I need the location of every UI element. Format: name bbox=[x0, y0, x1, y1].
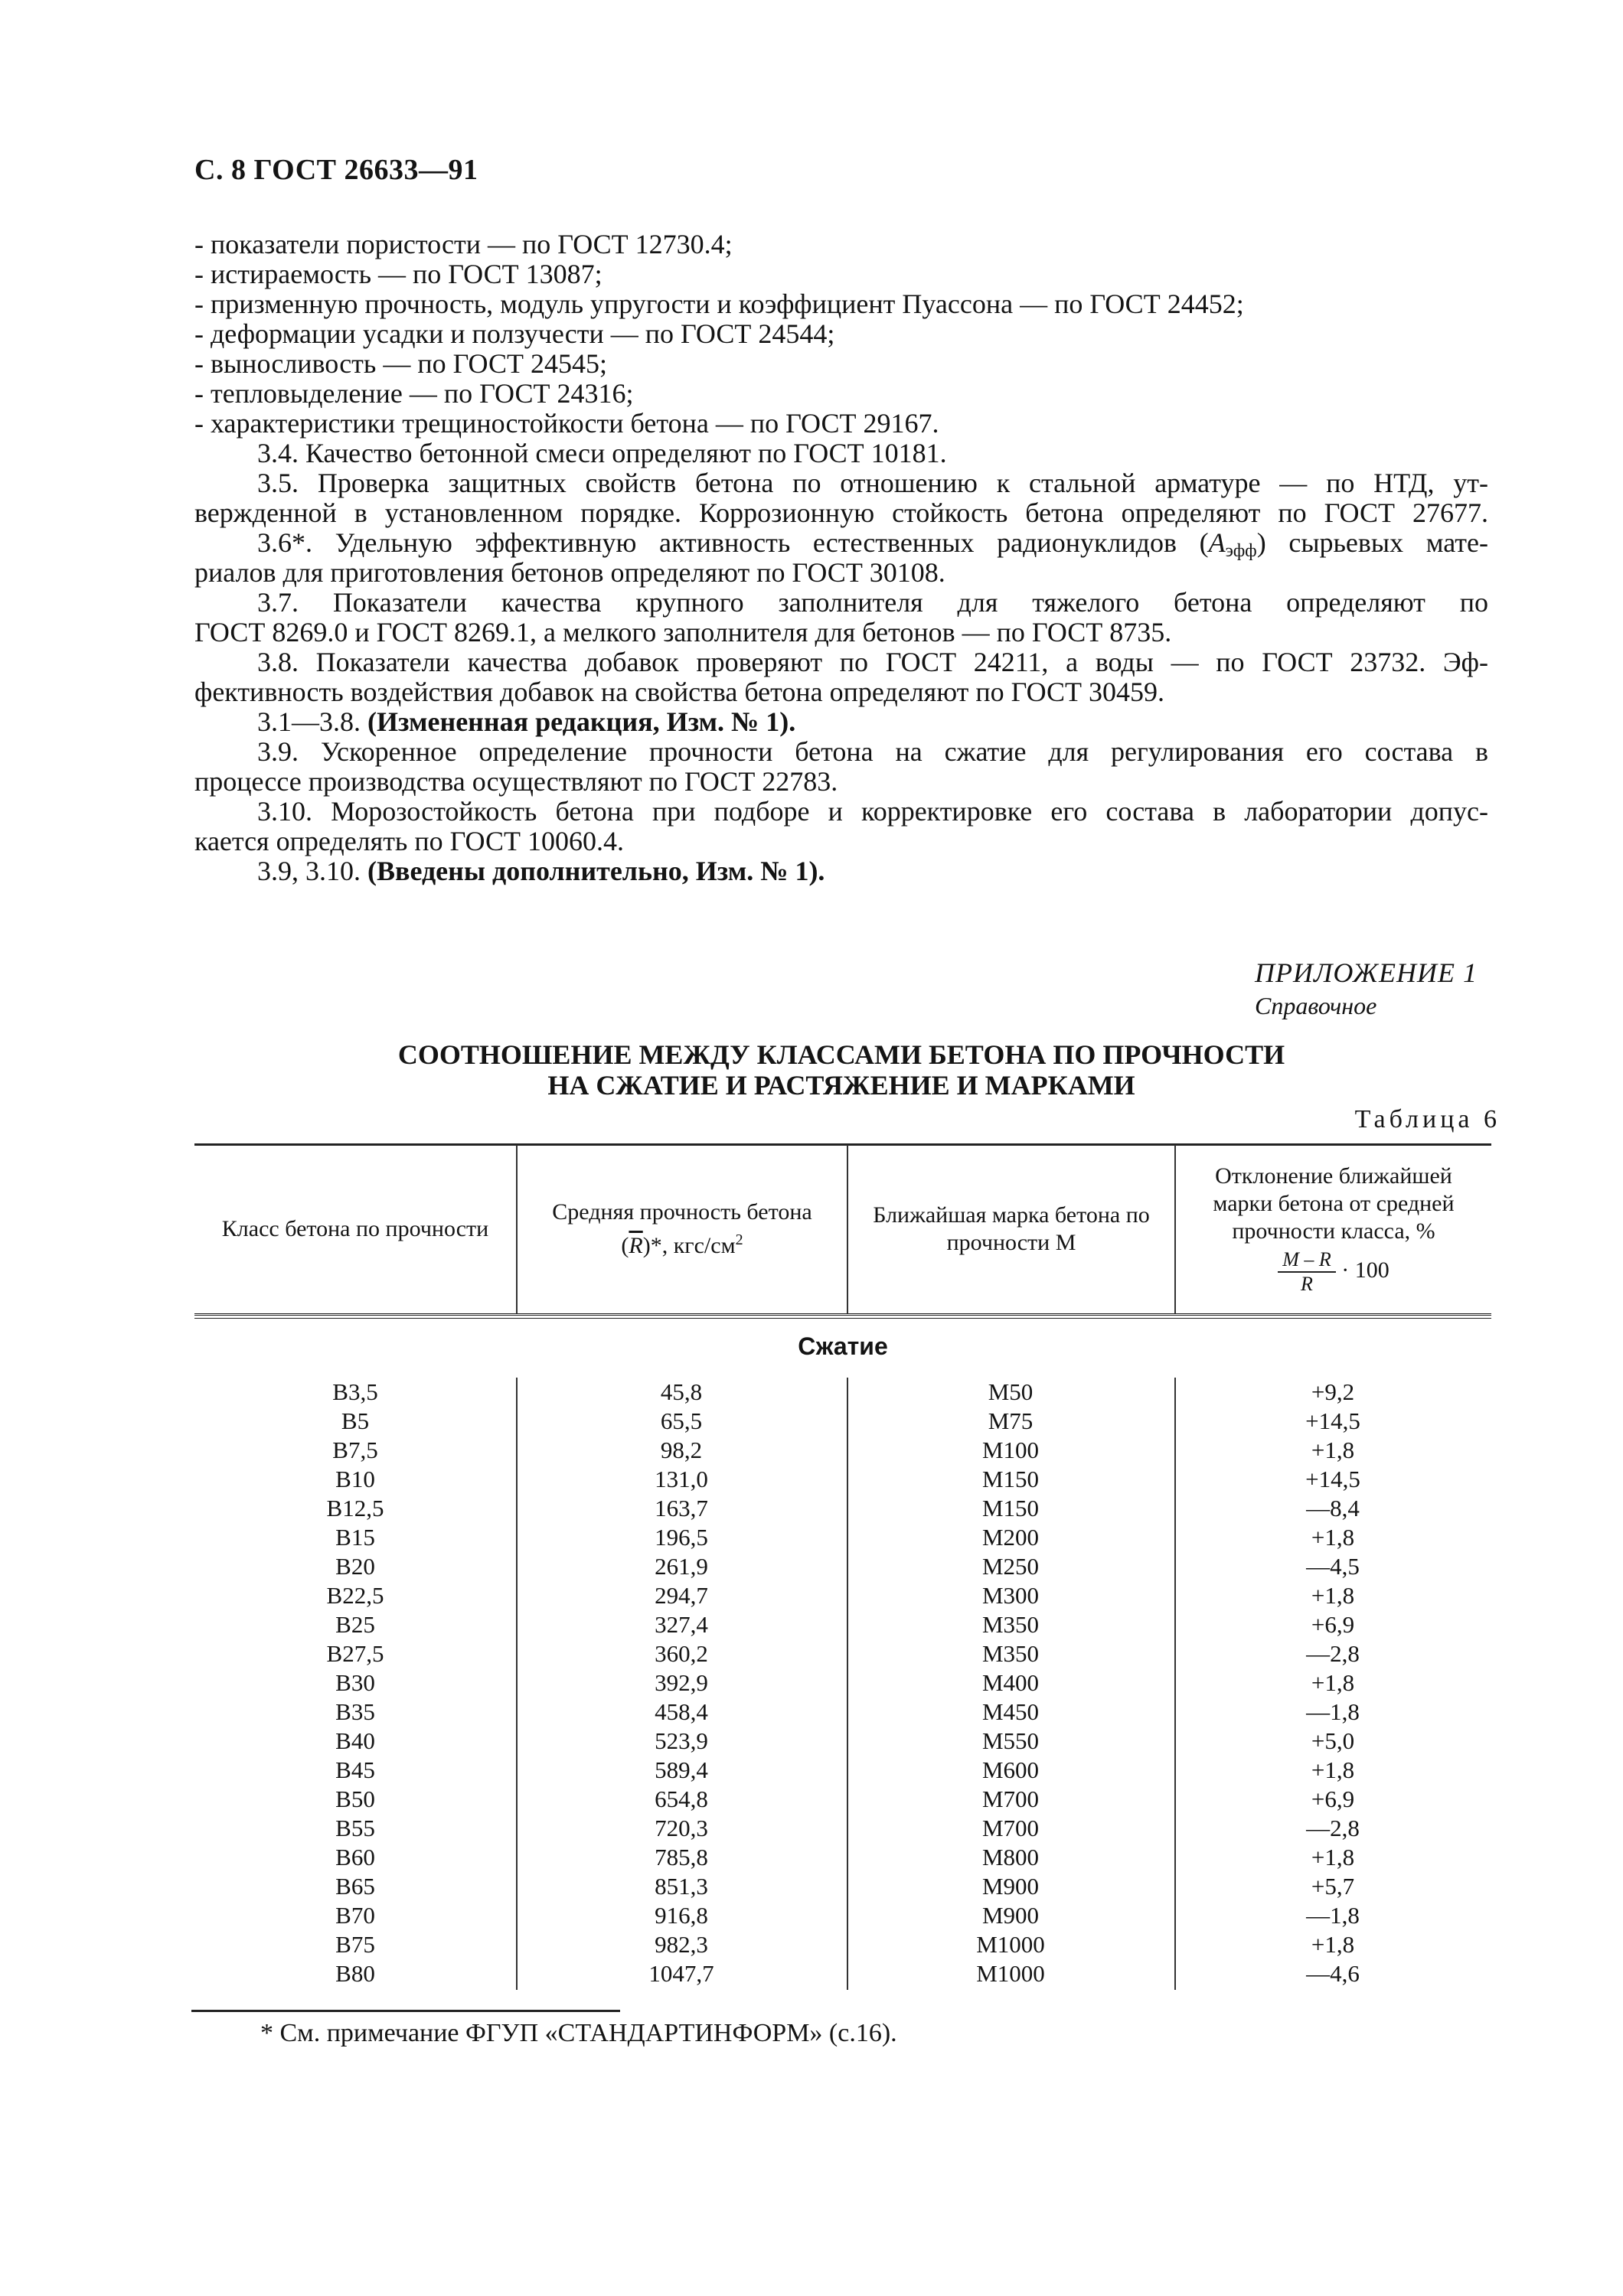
cell-avg-strength: 458,4 bbox=[655, 1698, 708, 1725]
bullet-item: - деформации усадки и ползучести — по ГОСТ 24544; bbox=[194, 318, 835, 349]
cell-mark: М100 bbox=[981, 1437, 1040, 1463]
cell-deviation: +1,8 bbox=[1311, 1844, 1355, 1870]
cell-class: В70 bbox=[335, 1902, 375, 1929]
cell-class: В27,5 bbox=[326, 1640, 384, 1667]
cell-mark: М700 bbox=[981, 1815, 1040, 1841]
table-row bbox=[194, 1901, 1491, 1930]
table-row bbox=[194, 1523, 1491, 1552]
table-row bbox=[194, 1814, 1491, 1843]
footnote: * См. примечание ФГУП «СТАНДАРТИНФОРМ» (с.16). bbox=[260, 2019, 897, 2047]
cell-class: В45 bbox=[335, 1756, 375, 1783]
table-row bbox=[194, 1378, 1491, 1407]
edition-note-2: 3.9, 3.10. (Введены дополнительно, Изм. № 1). bbox=[257, 856, 825, 886]
table-row bbox=[194, 1436, 1491, 1465]
bullet-item: - тепловыделение — по ГОСТ 24316; bbox=[194, 378, 634, 409]
table-row bbox=[194, 1785, 1491, 1814]
cell-deviation: —1,8 bbox=[1306, 1698, 1360, 1725]
cell-deviation: —1,8 bbox=[1306, 1902, 1360, 1929]
body-text bbox=[194, 230, 1488, 886]
cell-deviation: +1,8 bbox=[1311, 1756, 1355, 1783]
clause-3-8-line2: фективность воздействия добавок на свойства бетона определяют по ГОСТ 30459. bbox=[194, 677, 1165, 707]
appendix-title: СООТНОШЕНИЕ МЕЖДУ КЛАССАМИ БЕТОНА ПО ПРОЧНОСТИ НА СЖАТИЕ И РАСТЯЖЕНИЕ И МАРКАМИ bbox=[397, 1039, 1285, 1101]
cell-class: В7,5 bbox=[332, 1437, 378, 1463]
cell-avg-strength: 45,8 bbox=[660, 1378, 703, 1405]
cell-mark: М200 bbox=[981, 1524, 1040, 1551]
deviation-formula: $\frac{M - R}{R}$ bbox=[1278, 1248, 1336, 1296]
cell-class: В25 bbox=[335, 1611, 375, 1638]
table-row bbox=[194, 1639, 1491, 1668]
footnote-rule bbox=[191, 2010, 620, 2012]
cell-class: В75 bbox=[335, 1931, 375, 1958]
table-row bbox=[194, 1610, 1491, 1639]
cell-deviation: —4,6 bbox=[1306, 1960, 1360, 1987]
clause-3-7-line2: ГОСТ 8269.0 и ГОСТ 8269.1, а мелкого заполнителя для бетонов — по ГОСТ 8735. bbox=[194, 617, 1172, 647]
group-heading-compression: Сжатие bbox=[798, 1332, 888, 1360]
table-number: Таблица 6 bbox=[1354, 1105, 1501, 1133]
clause-3-5-line1: 3.5. Проверка защитных свойств бетона по отношению к стальной арматуре — по НТД, ут- bbox=[257, 468, 1488, 498]
cell-mark: М450 bbox=[981, 1698, 1040, 1725]
cell-avg-strength: 163,7 bbox=[655, 1495, 708, 1521]
cell-mark: М900 bbox=[981, 1873, 1040, 1900]
clause-3-9-line2: процессе производства осуществляют по ГОСТ 22783. bbox=[194, 766, 838, 797]
cell-class: В30 bbox=[335, 1669, 375, 1696]
bullet-item: - характеристики трещиностойкости бетона — по ГОСТ 29167. bbox=[194, 408, 939, 439]
cell-avg-strength: 982,3 bbox=[655, 1931, 708, 1958]
cell-class: В55 bbox=[335, 1815, 375, 1841]
column-header-deviation: Отклонение ближайшей марки бетона от средней прочности класса, % $\frac{M - R}{R}$ · 100 bbox=[1213, 1163, 1455, 1295]
cell-avg-strength: 294,7 bbox=[655, 1582, 708, 1609]
cell-class: В5 bbox=[341, 1407, 370, 1434]
table-top-rule bbox=[194, 1143, 1491, 1146]
table-row bbox=[194, 1872, 1491, 1901]
cell-deviation: +6,9 bbox=[1311, 1786, 1355, 1812]
cell-deviation: —2,8 bbox=[1306, 1815, 1360, 1841]
cell-mark: М250 bbox=[981, 1553, 1040, 1580]
cell-mark: М50 bbox=[988, 1378, 1034, 1405]
cell-class: В3,5 bbox=[332, 1378, 378, 1405]
cell-mark: М800 bbox=[981, 1844, 1040, 1870]
cell-mark: М350 bbox=[981, 1611, 1040, 1638]
clause-3-8-line1: 3.8. Показатели качества добавок проверяют по ГОСТ 24211, а воды — по ГОСТ 23732. Эф- bbox=[257, 647, 1488, 677]
cell-avg-strength: 392,9 bbox=[655, 1669, 708, 1696]
cell-deviation: +1,8 bbox=[1311, 1524, 1355, 1551]
cell-deviation: +1,8 bbox=[1311, 1582, 1355, 1609]
cell-avg-strength: 98,2 bbox=[660, 1437, 703, 1463]
table-row bbox=[194, 1494, 1491, 1523]
cell-class: В50 bbox=[335, 1786, 375, 1812]
clause-3-5-line2: вержденной в установленном порядке. Коррозионную стойкость бетона определяют по ГОСТ 27677. bbox=[194, 497, 1488, 528]
cell-class: В60 bbox=[335, 1844, 375, 1870]
table-header-bottom-rule bbox=[194, 1313, 1491, 1319]
cell-mark: М700 bbox=[981, 1786, 1040, 1812]
cell-mark: М1000 bbox=[976, 1931, 1045, 1958]
cell-mark: М400 bbox=[981, 1669, 1040, 1696]
table-row bbox=[194, 1668, 1491, 1698]
table-row bbox=[194, 1959, 1491, 1988]
cell-class: В40 bbox=[335, 1727, 375, 1754]
bullet-item: - выносливость — по ГОСТ 24545; bbox=[194, 348, 607, 379]
cell-avg-strength: 131,0 bbox=[655, 1466, 708, 1492]
cell-class: В10 bbox=[335, 1466, 375, 1492]
cell-deviation: +1,8 bbox=[1311, 1669, 1355, 1696]
cell-mark: М1000 bbox=[976, 1960, 1045, 1987]
table-row bbox=[194, 1756, 1491, 1785]
cell-deviation: +5,0 bbox=[1311, 1727, 1355, 1754]
clause-3-10-line1: 3.10. Морозостойкость бетона при подборе и корректировке его состава в лаборатории допус- bbox=[257, 796, 1488, 827]
cell-mark: М550 bbox=[981, 1727, 1040, 1754]
table-row bbox=[194, 1407, 1491, 1436]
bullet-item: - призменную прочность, модуль упругости и коэффициент Пуассона — по ГОСТ 24452; bbox=[194, 289, 1244, 319]
cell-class: В35 bbox=[335, 1698, 375, 1725]
cell-deviation: +5,7 bbox=[1311, 1873, 1355, 1900]
clause-3-10-line2: кается определять по ГОСТ 10060.4. bbox=[194, 826, 624, 856]
cell-class: В22,5 bbox=[326, 1582, 384, 1609]
cell-class: В65 bbox=[335, 1873, 375, 1900]
cell-avg-strength: 65,5 bbox=[660, 1407, 703, 1434]
cell-deviation: +14,5 bbox=[1305, 1466, 1360, 1492]
table-row bbox=[194, 1727, 1491, 1756]
table-row bbox=[194, 1581, 1491, 1610]
cell-avg-strength: 916,8 bbox=[655, 1902, 708, 1929]
cell-avg-strength: 196,5 bbox=[655, 1524, 708, 1551]
cell-avg-strength: 327,4 bbox=[655, 1611, 708, 1638]
cell-avg-strength: 654,8 bbox=[655, 1786, 708, 1812]
edition-note-1: 3.1—3.8. (Измененная редакция, Изм. № 1). bbox=[257, 706, 796, 737]
cell-mark: М300 bbox=[981, 1582, 1040, 1609]
cell-avg-strength: 1047,7 bbox=[648, 1960, 714, 1987]
cell-avg-strength: 360,2 bbox=[655, 1640, 708, 1667]
cell-mark: М900 bbox=[981, 1902, 1040, 1929]
table-row bbox=[194, 1930, 1491, 1959]
cell-mark: М600 bbox=[981, 1756, 1040, 1783]
column-header-avg-strength: Средняя прочность бетона $(\overline{R})*$, кгс/$см^2$ bbox=[552, 1199, 812, 1258]
cell-class: В20 bbox=[335, 1553, 375, 1580]
clause-3-4: 3.4. Качество бетонной смеси определяют по ГОСТ 10181. bbox=[257, 438, 947, 468]
cell-deviation: —2,8 bbox=[1306, 1640, 1360, 1667]
cell-mark: М150 bbox=[981, 1466, 1040, 1492]
appendix-label: ПРИЛОЖЕНИЕ 1 Справочное bbox=[1255, 957, 1478, 1019]
bullet-item: - истираемость — по ГОСТ 13087; bbox=[194, 259, 603, 289]
page-header: С. 8 ГОСТ 26633—91 bbox=[194, 154, 478, 186]
cell-deviation: —8,4 bbox=[1306, 1495, 1360, 1521]
table-row bbox=[194, 1465, 1491, 1494]
bullet-item: - показатели пористости — по ГОСТ 12730.4; bbox=[194, 229, 733, 259]
table-row bbox=[194, 1698, 1491, 1727]
column-header-mark: Ближайшая марка бетона по прочности М bbox=[873, 1202, 1150, 1255]
cell-avg-strength: 785,8 bbox=[655, 1844, 708, 1870]
cell-mark: М75 bbox=[988, 1407, 1034, 1434]
cell-deviation: —4,5 bbox=[1306, 1553, 1360, 1580]
clause-3-9-line1: 3.9. Ускоренное определение прочности бетона на сжатие для регулирования его состава в bbox=[257, 736, 1488, 767]
clause-3-6-line1: 3.6*. Удельную эффективную активность естественных радионуклидов $(A_{эфф})$ сырьевых мате- bbox=[257, 527, 1488, 561]
cell-mark: М150 bbox=[981, 1495, 1040, 1521]
cell-mark: М350 bbox=[981, 1640, 1040, 1667]
table-row bbox=[194, 1552, 1491, 1581]
cell-avg-strength: 720,3 bbox=[655, 1815, 708, 1841]
cell-class: В80 bbox=[335, 1960, 375, 1987]
cell-deviation: +1,8 bbox=[1311, 1437, 1355, 1463]
cell-avg-strength: 523,9 bbox=[655, 1727, 708, 1754]
column-header-class: Класс бетона по прочности bbox=[221, 1216, 489, 1241]
table-body bbox=[194, 1378, 1491, 1988]
cell-class: В15 bbox=[335, 1524, 375, 1551]
cell-deviation: +6,9 bbox=[1311, 1611, 1355, 1638]
cell-avg-strength: 589,4 bbox=[655, 1756, 708, 1783]
cell-deviation: +1,8 bbox=[1311, 1931, 1355, 1958]
clause-3-7-line1: 3.7. Показатели качества крупного заполнителя для тяжелого бетона определяют по bbox=[257, 587, 1488, 618]
cell-class: В12,5 bbox=[326, 1495, 384, 1521]
cell-deviation: +14,5 bbox=[1305, 1407, 1360, 1434]
cell-avg-strength: 261,9 bbox=[655, 1553, 708, 1580]
cell-deviation: +9,2 bbox=[1311, 1378, 1355, 1405]
table-row bbox=[194, 1843, 1491, 1872]
clause-3-6-line2: риалов для приготовления бетонов определяют по ГОСТ 30108. bbox=[194, 557, 945, 588]
cell-avg-strength: 851,3 bbox=[655, 1873, 708, 1900]
